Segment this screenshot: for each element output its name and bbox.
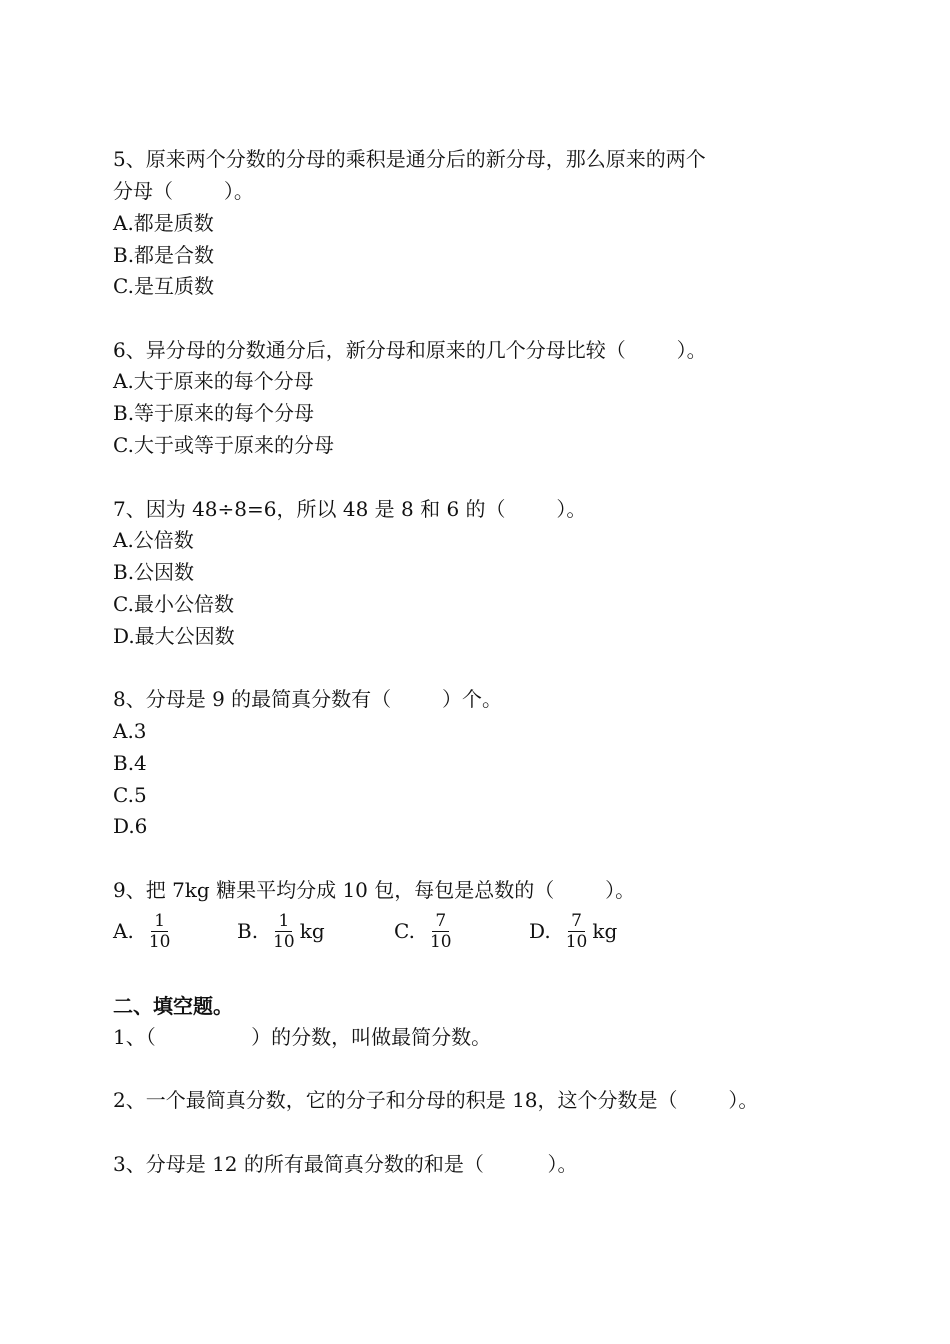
fill-question-2: 2、一个最简真分数，它的分子和分母的积是 18，这个分数是（ ）。 (113, 1088, 759, 1112)
q8-option-b: B.4 (113, 751, 147, 775)
q6-option-c: C.大于或等于原来的分母 (113, 433, 334, 457)
q9-option-c-label: C. (394, 919, 415, 943)
fraction-denominator: 10 (148, 931, 171, 952)
q9-option-a (113, 906, 173, 956)
q5-option-c: C.是互质数 (113, 274, 214, 298)
fraction-denominator: 10 (429, 931, 452, 952)
q8-stem: 8、分母是 9 的最简真分数有（ ）个。 (113, 687, 503, 711)
fraction-numerator: 7 (568, 911, 585, 932)
q9-option-b-fraction (270, 911, 298, 952)
q9-option-a-label: A. (113, 919, 134, 943)
q7-option-b: B.公因数 (113, 560, 195, 584)
fraction-numerator: 1 (151, 911, 168, 932)
q9-option-a-fraction (146, 911, 174, 952)
q9-option-c (394, 906, 455, 956)
q7-option-c: C.最小公倍数 (113, 592, 234, 616)
q5-stem-line2: 分母（ ）。 (113, 179, 254, 203)
q6-option-a: A.大于原来的每个分母 (113, 369, 314, 393)
q6-stem: 6、异分母的分数通分后，新分母和原来的几个分母比较（ ）。 (113, 338, 707, 362)
fill-question-3: 3、分母是 12 的所有最简真分数的和是（ ）。 (113, 1152, 578, 1176)
q9-option-d-unit: kg (592, 919, 618, 943)
fraction-numerator: 1 (275, 911, 292, 932)
fraction-numerator: 7 (432, 911, 449, 932)
q8-option-c: C.5 (113, 783, 147, 807)
q7-stem: 7、因为 48÷8=6，所以 48 是 8 和 6 的（ ）。 (113, 497, 587, 521)
q8-option-a: A.3 (113, 719, 147, 743)
q7-option-a: A.公倍数 (113, 528, 194, 552)
q9-option-b-label: B. (237, 919, 259, 943)
section-heading: 二、填空题。 (113, 994, 233, 1018)
fraction-denominator: 10 (565, 931, 588, 952)
q5-option-a: A.都是质数 (113, 211, 214, 235)
q9-option-b (237, 906, 325, 956)
q9-option-d-fraction (563, 911, 591, 952)
q5-stem-line1: 5、原来两个分数的分母的乘积是通分后的新分母，那么原来的两个 (113, 147, 706, 171)
q6-option-b: B.等于原来的每个分母 (113, 401, 315, 425)
q7-option-d: D.最大公因数 (113, 624, 235, 648)
fraction-denominator: 10 (273, 931, 295, 952)
q9-option-b-unit: kg (299, 919, 325, 943)
q9-option-d-label: D. (529, 919, 551, 943)
q5-option-b: B.都是合数 (113, 243, 215, 267)
q8-option-d: D.6 (113, 814, 148, 838)
fill-question-1: 1、（ ）的分数，叫做最简分数。 (113, 1025, 492, 1049)
q9-option-c-fraction (427, 911, 455, 952)
q9-stem: 9、把 7kg 糖果平均分成 10 包，每包是总数的（ ）。 (113, 878, 636, 902)
q9-option-d (529, 906, 617, 956)
